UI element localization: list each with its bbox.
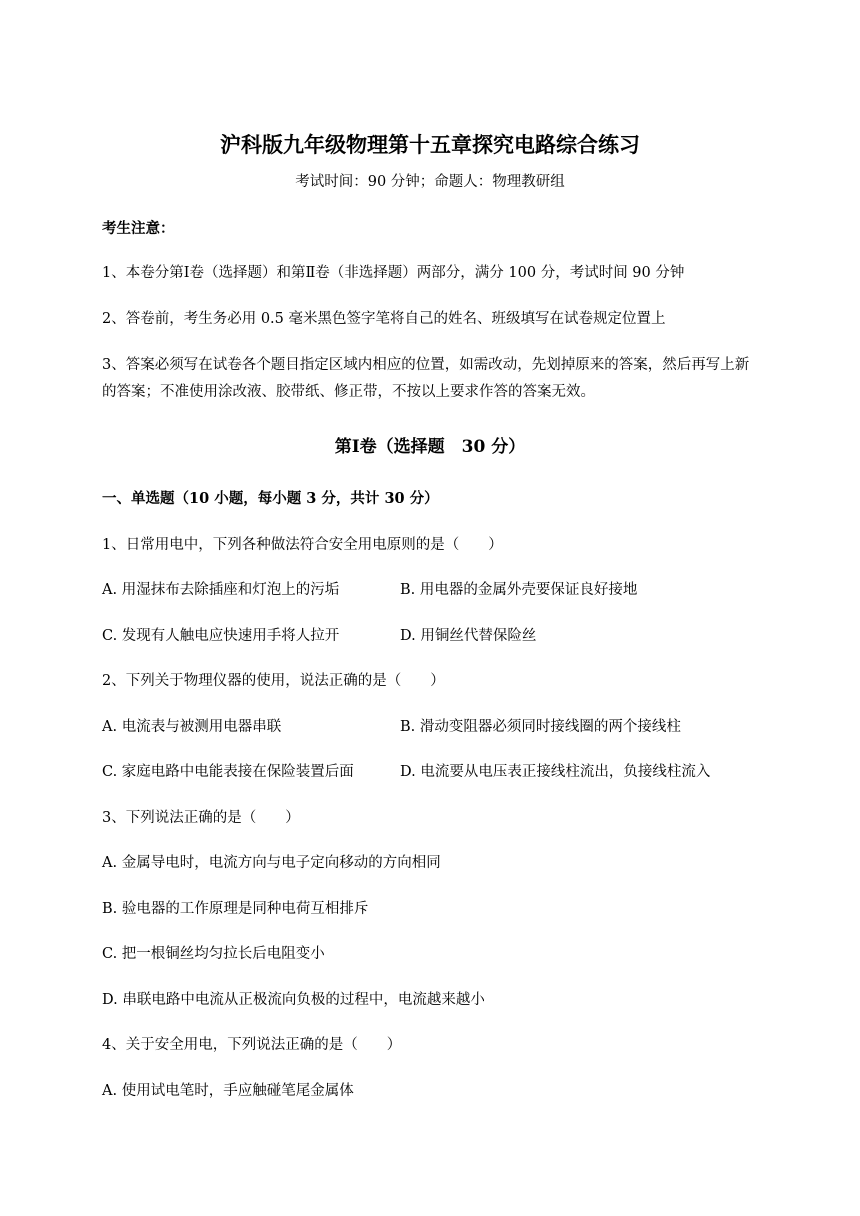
- notice-item-3: 3、答案必须写在试卷各个题目指定区域内相应的位置，如需改动，先划掉原来的答案，然后再写上新: [102, 357, 750, 373]
- question-1-option-c: C. 发现有人触电应快速用手将人拉开: [102, 628, 340, 644]
- question-3-stem: 3、下列说法正确的是（ ）: [102, 810, 300, 826]
- question-4-stem: 4、关于安全用电，下列说法正确的是（ ）: [102, 1037, 402, 1053]
- part-heading: 一、单选题（10 小题，每小题 3 分，共计 30 分）: [102, 490, 439, 507]
- question-1-option-d: D. 用铜丝代替保险丝: [400, 628, 537, 644]
- question-1-stem: 1、日常用电中，下列各种做法符合安全用电原则的是（ ）: [102, 537, 503, 553]
- notice-item-1: 1、本卷分第Ⅰ卷（选择题）和第Ⅱ卷（非选择题）两部分，满分 100 分，考试时间 90 分钟: [102, 265, 685, 281]
- question-1-option-b: B. 用电器的金属外壳要保证良好接地: [400, 582, 638, 598]
- question-2-stem: 2、下列关于物理仪器的使用，说法正确的是（ ）: [102, 673, 445, 689]
- notice-item-3-cont: 的答案；不准使用涂改液、胶带纸、修正带，不按以上要求作答的答案无效。: [102, 384, 595, 400]
- question-1-option-a: A. 用湿抹布去除插座和灯泡上的污垢: [102, 582, 340, 598]
- question-2-option-c: C. 家庭电路中电能表接在保险装置后面: [102, 764, 354, 780]
- notice-heading: 考生注意：: [102, 220, 175, 237]
- question-3-option-d: D. 串联电路中电流从正极流向负极的过程中，电流越来越小: [102, 992, 485, 1008]
- notice-item-2: 2、答卷前，考生务必用 0.5 毫米黑色签字笔将自己的姓名、班级填写在试卷规定位置上: [102, 311, 666, 327]
- question-3-option-c: C. 把一根铜丝均匀拉长后电阻变小: [102, 946, 325, 962]
- question-4-option-a: A. 使用试电笔时，手应触碰笔尾金属体: [102, 1083, 354, 1099]
- section-title: 第Ⅰ卷（选择题 30 分）: [334, 437, 526, 457]
- exam-subtitle: 考试时间：90 分钟；命题人：物理教研组: [295, 174, 565, 190]
- question-2-option-a: A. 电流表与被测用电器串联: [102, 719, 282, 735]
- question-3-option-b: B. 验电器的工作原理是同种电荷互相排斥: [102, 901, 369, 917]
- question-2-option-b: B. 滑动变阻器必须同时接线圈的两个接线柱: [400, 719, 681, 735]
- question-3-option-a: A. 金属导电时，电流方向与电子定向移动的方向相同: [102, 855, 441, 871]
- question-2-option-d: D. 电流要从电压表正接线柱流出，负接线柱流入: [400, 764, 711, 780]
- exam-title: 沪科版九年级物理第十五章探究电路综合练习: [220, 132, 640, 157]
